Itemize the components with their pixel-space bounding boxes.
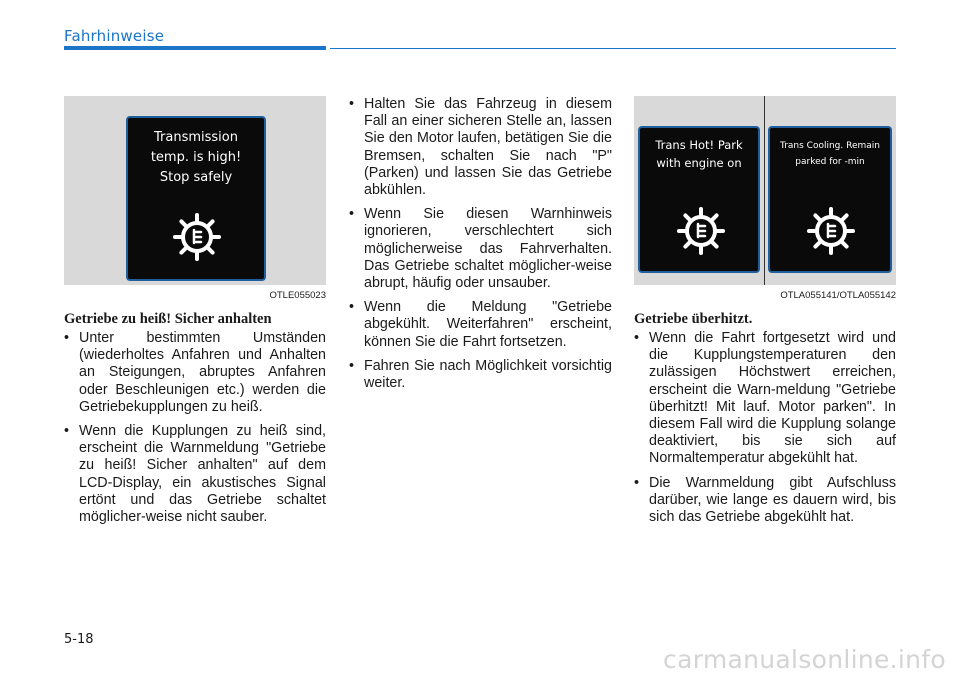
- lcd-line: parked for -min: [795, 157, 865, 167]
- lcd-display-trans-hot: [638, 126, 760, 273]
- lcd-line: Trans Cooling. Remain: [780, 141, 880, 151]
- lcd-message: [128, 128, 264, 188]
- heading-transmission-overheated: Getriebe überhitzt.: [634, 311, 753, 327]
- heading-transmission-too-hot: Getriebe zu heiß! Sicher anhalten: [64, 311, 272, 327]
- list-item: • Wenn die Meldung "Getriebe abgekühlt. Weiterfahren" erscheint, können Sie die Fahrt fortsetzen.: [349, 299, 612, 351]
- list-item: • Die Warnmeldung gibt Aufschluss darüber, wie lange es dauern wird, bis sich das Getriebe abgekühlt hat.: [634, 475, 896, 527]
- left-bullet-list: [64, 330, 326, 533]
- lcd-display-trans-cooling: [768, 126, 892, 273]
- section-rule-thin: [330, 48, 896, 49]
- list-item: • Wenn die Fahrt fortgesetzt wird und die Kupplungstemperaturen den zulässigen Höchstwert erreichen, erscheint die Warn-meldung "Getriebe überhitzt! Mit lauf. Motor parken". In diesem Fall wird die Kupplung solange deaktiviert, bis sie sich auf Normaltemperatur abgekühlt hat.: [634, 330, 896, 468]
- list-item: • Fahren Sie nach Möglichkeit vorsichtig weiter.: [349, 358, 612, 392]
- lcd-message: [640, 136, 758, 172]
- lcd-line: with engine on: [656, 156, 742, 170]
- list-item: • Wenn Sie diesen Warnhinweis ignorieren, verschlechtert sich möglicherweise das Fahrverhalten. Das Getriebe schaltet möglicher-weise abrupt, häufig oder unsauber.: [349, 206, 612, 292]
- figure-code: OTLE055023: [269, 290, 326, 301]
- page-number: 5-18: [64, 632, 94, 647]
- figure-transmission-temp-high: [64, 96, 326, 285]
- right-bullet-list: [634, 330, 896, 533]
- transmission-temperature-gear-icon: [806, 206, 856, 256]
- list-item: • Wenn die Kupplungen zu heiß sind, erscheint die Warnmeldung "Getriebe zu heiß! Sicher anhalten" auf dem LCD-Display, ein akustisches Signal ertönt und das Getriebe schaltet möglicher-weise nicht sauber.: [64, 423, 326, 526]
- lcd-line: Trans Hot! Park: [655, 138, 743, 152]
- transmission-temperature-gear-icon: [676, 206, 726, 256]
- list-item: • Unter bestimmten Umständen (wiederholtes Anfahren und Anhalten an Steigungen, abruptes Anfahren oder Beschleunigen etc.) werden die Getriebekupplungen zu heiß.: [64, 330, 326, 416]
- section-title: Fahrhinweise: [64, 27, 165, 45]
- transmission-temperature-gear-icon: [172, 212, 222, 262]
- figure-divider: [764, 96, 765, 285]
- list-item: • Halten Sie das Fahrzeug in diesem Fall an einer sicheren Stelle an, lassen Sie den Motor laufen, betätigen Sie die Bremsen, schalten Sie nach "P" (Parken) und lassen Sie das Getriebe abkühlen.: [349, 96, 612, 199]
- lcd-line: Stop safely: [159, 170, 233, 185]
- figure-trans-hot-cooling: [634, 96, 896, 285]
- watermark: carmanualsonline.info: [663, 645, 946, 674]
- section-rule-thick: [64, 46, 326, 50]
- lcd-line: Transmission: [154, 130, 238, 145]
- lcd-display: [126, 116, 266, 281]
- lcd-line: temp. is high!: [150, 150, 242, 165]
- middle-bullet-list: [349, 96, 612, 399]
- figure-code: OTLA055141/OTLA055142: [780, 290, 896, 301]
- lcd-message: [770, 138, 890, 170]
